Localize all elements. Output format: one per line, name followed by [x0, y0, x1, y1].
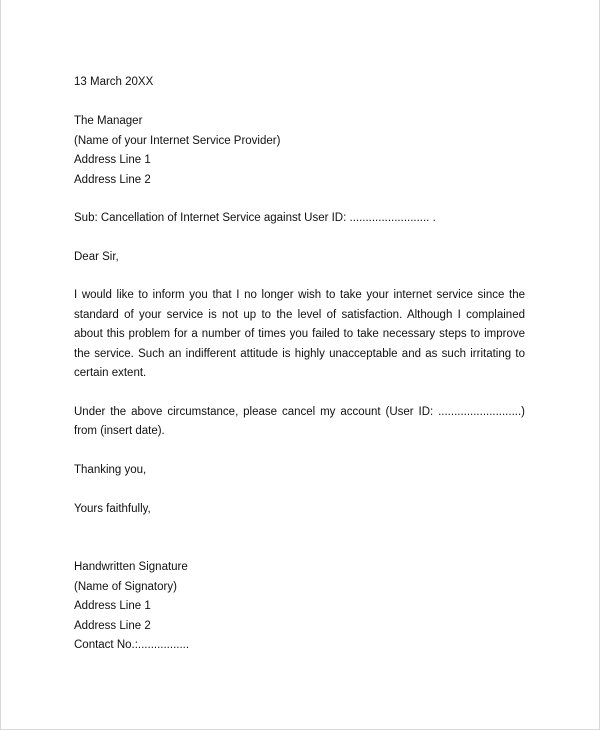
recipient-address-line-2: Address Line 2: [74, 173, 151, 186]
letter-salutation: Dear Sir,: [74, 250, 119, 263]
body-paragraph-1: I would like to inform you that I no longer wish to take your internet service since the standard of your service is not up to the level of satisfaction. Although I complained about this problem for a number of times you failed to take necessary steps to improve the service. Such an indifferent attitude is highly unacceptable and as such irritating to certain extent.: [74, 289, 525, 379]
recipient-name: (Name of your Internet Service Provider): [74, 134, 281, 147]
recipient-address-line-1: Address Line 1: [74, 154, 151, 166]
sender-name: (Name of Signatory): [74, 580, 177, 593]
sender-address-line-2: Address Line 2: [74, 619, 151, 632]
letter-content: [74, 73, 525, 656]
body-paragraph-2: Under the above circumstance, please cancel my account (User ID: ..........................) from (insert date).: [74, 405, 525, 437]
letter-subject: Sub: Cancellation of Internet Service against User ID: ......................... .: [74, 212, 436, 224]
closing-valediction: Yours faithfully,: [74, 502, 151, 515]
sender-address-line-1: Address Line 1: [74, 600, 151, 612]
sender-signature: Handwritten Signature: [74, 561, 188, 573]
letter-date: 13 March 20XX: [74, 76, 154, 88]
closing-thanks: Thanking you,: [74, 463, 147, 476]
recipient-block: [74, 112, 525, 190]
sender-block: [74, 558, 525, 656]
sender-contact: Contact No.:................: [74, 639, 190, 651]
recipient-title: The Manager: [74, 115, 143, 127]
